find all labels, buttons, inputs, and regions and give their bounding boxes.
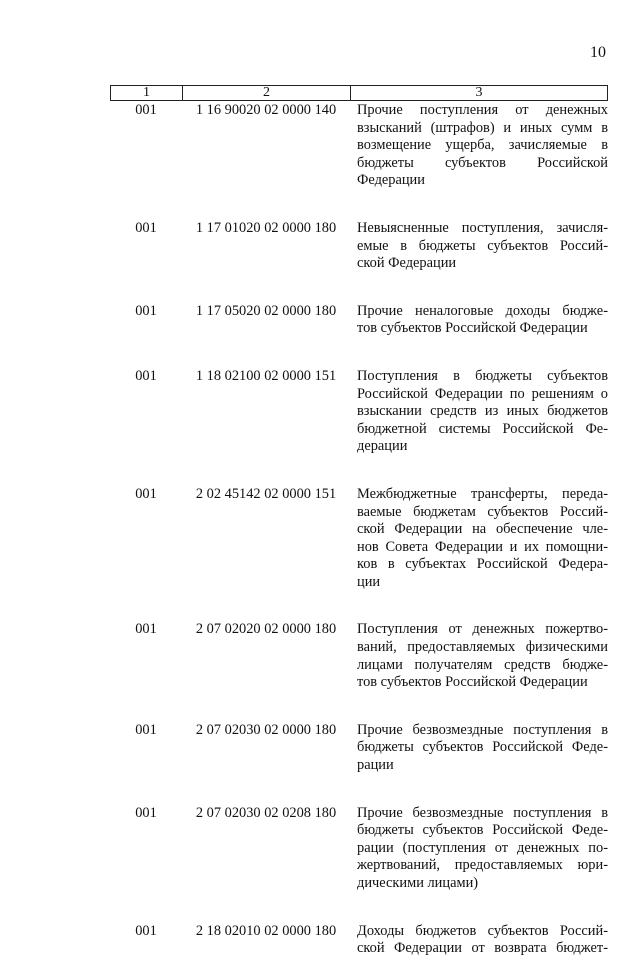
description-line: Поступления в бюджеты субъектов bbox=[357, 367, 608, 384]
description-line: ваемые бюджетам субъектов Россий- bbox=[357, 503, 608, 520]
description-cell bbox=[350, 621, 608, 691]
admin-code-cell: 001 bbox=[135, 302, 157, 319]
description-cell bbox=[350, 102, 608, 190]
kbk-code-cell: 1 17 01020 02 0000 180 bbox=[195, 219, 337, 236]
header-cell-3: 3 bbox=[475, 85, 483, 100]
admin-code-cell: 001 bbox=[135, 219, 157, 236]
description-cell bbox=[350, 805, 608, 893]
description-line: возмещение ущерба, зачисляемые в bbox=[357, 137, 608, 154]
header-cell-2: 2 bbox=[183, 86, 351, 100]
table-row bbox=[110, 805, 608, 893]
kbk-code-cell: 2 18 02010 02 0000 180 bbox=[195, 922, 337, 939]
table-row bbox=[110, 102, 608, 190]
description-line: взысканий (штрафов) и иных сумм в bbox=[357, 119, 608, 136]
description-line: тов субъектов Российской Федерации bbox=[357, 674, 588, 691]
description-line: Доходы бюджетов субъектов Россий- bbox=[357, 922, 608, 939]
kbk-code-cell: 2 07 02030 02 0208 180 bbox=[195, 804, 337, 821]
table-row bbox=[110, 303, 608, 338]
description-line: ской Федерации на обеспечение чле- bbox=[357, 521, 608, 538]
description-cell bbox=[350, 368, 608, 456]
description-line: Невыясненные поступления, зачисля- bbox=[357, 219, 608, 236]
table-header-row bbox=[110, 85, 608, 101]
table-row bbox=[110, 486, 608, 592]
description-cell bbox=[350, 722, 608, 775]
description-cell bbox=[350, 303, 608, 338]
admin-code-cell: 001 bbox=[135, 721, 157, 738]
admin-code-cell: 001 bbox=[135, 485, 157, 502]
description-cell bbox=[350, 923, 608, 958]
description-line: жертвований, предоставляемых юри- bbox=[357, 857, 608, 874]
description-line: ции bbox=[357, 573, 381, 590]
description-line: лицами получателям средств бюдже- bbox=[357, 656, 608, 673]
admin-code-cell: 001 bbox=[135, 922, 157, 939]
description-line: бюджеты субъектов Российской Феде- bbox=[357, 739, 608, 756]
table-row bbox=[110, 923, 608, 958]
description-line: ской Федерации bbox=[357, 255, 457, 272]
description-line: Прочие неналоговые доходы бюдже- bbox=[357, 302, 608, 319]
description-cell bbox=[350, 486, 608, 592]
description-line: Поступления от денежных пожертво- bbox=[357, 621, 608, 638]
description-line: бюджеты субъектов Российской bbox=[357, 154, 608, 171]
kbk-code-cell: 2 07 02020 02 0000 180 bbox=[195, 621, 337, 638]
description-cell bbox=[350, 220, 608, 273]
admin-code-cell: 001 bbox=[135, 367, 157, 384]
table-row bbox=[110, 722, 608, 775]
description-line: Межбюджетные трансферты, переда- bbox=[357, 485, 608, 502]
description-line: нов Совета Федерации и их помощни- bbox=[357, 538, 608, 555]
description-line: дерации bbox=[357, 438, 408, 455]
kbk-code-cell: 1 17 05020 02 0000 180 bbox=[195, 302, 337, 319]
description-line: емые в бюджеты субъектов Россий- bbox=[357, 237, 608, 254]
kbk-code-cell: 1 16 90020 02 0000 140 bbox=[195, 102, 337, 118]
description-line: рации bbox=[357, 757, 394, 774]
kbk-code-cell: 1 18 02100 02 0000 151 bbox=[195, 367, 337, 384]
description-line: бюджетной системы Российской Фе- bbox=[357, 420, 608, 437]
admin-code-cell: 001 bbox=[135, 102, 157, 118]
description-line: Федерации bbox=[357, 172, 425, 189]
description-line: взыскании средств из иных бюджетов bbox=[357, 403, 608, 420]
description-line: ской Федерации от возврата бюджет- bbox=[357, 940, 608, 957]
description-line: бюджеты субъектов Российской Феде- bbox=[357, 822, 608, 839]
table-row bbox=[110, 220, 608, 273]
description-line: дическими лицами) bbox=[357, 875, 479, 891]
description-line: Прочие безвозмездные поступления в bbox=[357, 804, 608, 821]
kbk-code-cell: 2 07 02030 02 0000 180 bbox=[195, 721, 337, 738]
description-line: рации (поступления от денежных по- bbox=[357, 839, 608, 856]
description-line: Российской Федерации по решениям о bbox=[357, 385, 608, 402]
page-number: 10 bbox=[590, 44, 606, 61]
description-line: Прочие поступления от денежных bbox=[357, 102, 608, 118]
description-line: тов субъектов Российской Федерации bbox=[357, 320, 588, 337]
admin-code-cell: 001 bbox=[135, 621, 157, 638]
description-line: ков в субъектах Российской Федера- bbox=[357, 556, 608, 573]
table-row bbox=[110, 368, 608, 456]
header-cell-1: 1 bbox=[111, 86, 183, 100]
description-line: Прочие безвозмездные поступления в bbox=[357, 721, 608, 738]
table-row bbox=[110, 621, 608, 691]
kbk-code-cell: 2 02 45142 02 0000 151 bbox=[195, 485, 337, 502]
description-line: ваний, предоставляемых физическими bbox=[357, 639, 608, 656]
table-body bbox=[110, 102, 608, 958]
admin-code-cell: 001 bbox=[135, 804, 157, 821]
